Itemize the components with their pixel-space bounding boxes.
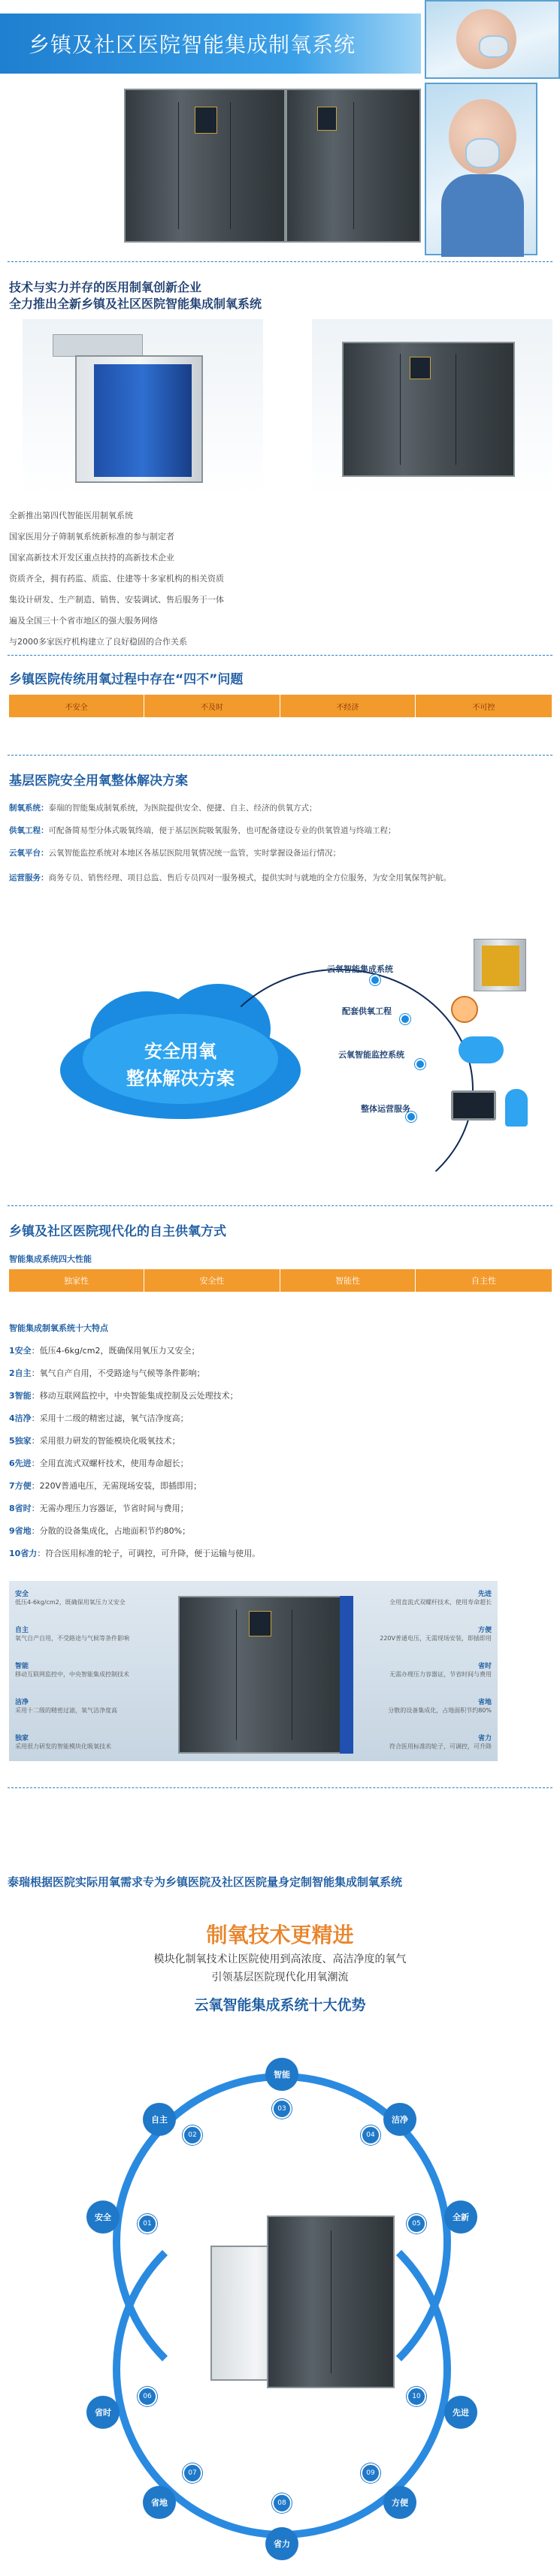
panel-right-item: 先进 全用直流式双螺杆技术，使用寿命超长	[389, 1591, 492, 1606]
node-person-icon	[505, 1089, 528, 1127]
modern-title: 乡镇及社区医院现代化的自主供氧方式	[9, 1224, 226, 1239]
performance-cell: 自主性	[471, 1276, 496, 1286]
ring-item: 洁净	[383, 2103, 416, 2136]
problems-title: 乡镇医院传统用氧过程中存在“四不”问题	[9, 672, 244, 687]
feature-item: 1安全：低压4-6kg/cm2，既确保用氧压力又安全；	[9, 1346, 200, 1356]
feature-item: 10省力：符合医用标准的轮子，可调控，可升降，便于运输与使用。	[9, 1549, 261, 1558]
intro-heading-2: 全力推出全新乡镇及社区医院智能集成制氧系统	[9, 297, 262, 311]
ring-num: 05	[407, 2214, 426, 2234]
divider	[8, 1205, 552, 1206]
advantages-ring	[41, 2028, 522, 2568]
intro-line: 遍及全国三十个省市地区的强大服务网络	[9, 616, 158, 626]
ring-num: 01	[138, 2214, 157, 2234]
side-panel	[317, 107, 337, 131]
intro-line: 全新推出第四代智能医用制氧系统	[9, 511, 133, 520]
ring-item: 方便	[383, 2486, 416, 2519]
problem-cell: 不及时	[144, 695, 280, 717]
node-product-image	[474, 939, 526, 991]
ring-item: 自主	[143, 2103, 176, 2136]
oxygen-system-machine-side	[286, 89, 421, 243]
ten-features-title: 智能集成制氧系统十大特点	[9, 1323, 108, 1333]
feature-panel	[9, 1581, 498, 1761]
performance-cell: 安全性	[144, 1269, 280, 1292]
divider	[8, 755, 552, 756]
ring-item: 省地	[143, 2486, 176, 2519]
cloud-text-2: 整体解决方案	[126, 1068, 235, 1089]
modern-subtitle: 智能集成系统四大性能	[9, 1254, 92, 1264]
problem-cell: 不可控	[472, 703, 495, 712]
ring-item: 安全	[86, 2200, 120, 2234]
panel-left-item: 独家 采用很力研发的智能模块化吸氧技术	[15, 1735, 111, 1750]
performance-bar	[9, 1269, 552, 1292]
patient-photo-child	[425, 83, 537, 255]
ring-num: 10	[407, 2387, 426, 2406]
ring-num: 03	[272, 2099, 292, 2119]
big-sub-1: 模块化制氧技术让医院使用到高浓度、高洁净度的氧气	[153, 1953, 407, 1965]
ring-num: 04	[361, 2125, 380, 2145]
node-cloud-icon	[459, 1036, 504, 1063]
panel-right-item: 省力 符合医用标准的轮子，可调控，可升降	[389, 1735, 492, 1750]
feature-item: 6先进：全用直流式双螺杆技术，使用寿命超长；	[9, 1458, 189, 1468]
node-label: 云氧智能集成系统	[327, 964, 393, 974]
feature-item: 8省时：无需办理压力容器证，节省时间与费用；	[9, 1504, 189, 1513]
feature-item: 5独家：采用很力研发的智能模块化吸氧技术；	[9, 1436, 180, 1446]
problems-bar	[9, 695, 552, 717]
performance-cell: 独家性	[9, 1269, 144, 1292]
ring-num: 08	[272, 2493, 292, 2513]
solution-paragraph: 制氧系统：泰瑞的智能集成制氧系统，为医院提供安全、便捷、自主、经济的供氧方式；	[9, 804, 317, 813]
solution-paragraph: 云氧平台：云氧智能监控系统对本地区各基层医院用氧情况统一监管，实时掌握设备运行情况；	[9, 849, 341, 858]
intro-heading-1: 技术与实力并存的医用制氧创新企业	[9, 280, 202, 294]
panel-left-item: 安全 低压4-6kg/cm2，既确保用氧压力又安全	[15, 1591, 126, 1606]
intro-line: 与2000多家医疗机构建立了良好稳固的合作关系	[9, 637, 187, 647]
panel-right-item: 省地 分散的设备集成化，占地面积节约80%	[388, 1699, 492, 1714]
feature-item: 2自主：氧气自产自用，不受路途与气候等条件影响；	[9, 1368, 205, 1378]
problem-cell: 不安全	[9, 695, 144, 717]
feature-item: 3智能：移动互联网监控中，中央智能集成控制及云处理技术；	[9, 1391, 238, 1401]
solution-paragraph: 供氧工程：可配备简易型分体式吸氧终端，便于基层医院吸氧服务，也可配备建设专业的供氧管道与终端工程；	[9, 826, 396, 835]
panel-right-item: 方便 220V普通电压，无需现场安装，即插即用	[380, 1627, 492, 1642]
feature-item: 7方便：220V普通电压，无需现场安装，即插即用；	[9, 1481, 202, 1491]
panel-left-item: 自主 氧气自产自用，不受路途与气候等条件影响	[15, 1627, 129, 1642]
node-pipe-image	[451, 996, 478, 1023]
node-laptop-icon	[451, 1090, 496, 1121]
ring-item: 先进	[444, 2396, 477, 2429]
product-photo-blue	[23, 319, 263, 496]
custom-title: 泰瑞根据医院实际用氧需求专为乡镇医院及社区医院量身定制智能集成制氧系统	[8, 1875, 403, 1889]
ring-num: 06	[138, 2387, 157, 2406]
solution-title: 基层医院安全用氧整体解决方案	[9, 774, 188, 789]
panel-left-item: 智能 移动互联网监控中，中央智能集成控制技术	[15, 1663, 129, 1678]
banner-title: 乡镇及社区医院智能集成制氧系统	[29, 32, 356, 57]
ring-item: 省力	[265, 2527, 298, 2560]
panel-right-item: 省时 无需办理压力容器证，节省时间与费用	[389, 1663, 492, 1678]
big-sub-2: 引领基层医院现代化用氧潮流	[211, 1971, 349, 1983]
intro-line: 国家高新技术开发区重点扶持的高新技术企业	[9, 553, 174, 563]
performance-cell: 智能性	[280, 1269, 416, 1292]
intro-line: 资质齐全，拥有药监、质监、住建等十多家机构的相关资质	[9, 574, 224, 584]
product-photo-grey	[312, 319, 552, 496]
ring-num: 07	[183, 2463, 202, 2483]
intro-line: 集设计研发、生产制造、销售、安装调试、售后服务于一体	[9, 595, 224, 605]
divider	[8, 261, 552, 262]
feature-item: 4洁净：采用十二级的精密过滤，氧气洁净度高；	[9, 1413, 189, 1423]
ring-num: 02	[183, 2125, 202, 2145]
problem-cell: 不经济	[280, 695, 416, 717]
ring-item: 全新	[444, 2200, 477, 2234]
ring-item: 智能	[265, 2058, 298, 2091]
feature-item: 9省地：分散的设备集成化，占地面积节约80%；	[9, 1526, 191, 1536]
panel-left-item: 洁净 采用十二级的精密过滤，氧气洁净度高	[15, 1699, 117, 1714]
control-panel	[195, 107, 217, 134]
oxygen-system-machine	[124, 89, 286, 243]
ring-item: 省时	[86, 2396, 120, 2429]
ring-num: 09	[361, 2463, 380, 2483]
node-label: 云氧智能监控系统	[338, 1050, 404, 1060]
node-label: 整体运营服务	[361, 1104, 410, 1114]
patient-photo-woman	[425, 0, 560, 79]
divider	[8, 1787, 552, 1788]
advantages-title: 云氧智能集成系统十大优势	[194, 1997, 366, 2013]
solution-paragraph: 运营服务：商务专员、销售经理、项目总监、售后专员四对一服务模式，提供实时与就地的全方位服务，为安全用氧保驾护航。	[9, 873, 451, 882]
divider	[8, 655, 552, 656]
intro-line: 国家医用分子筛制氧系统新标准的参与制定者	[9, 532, 174, 541]
node-label: 配套供氧工程	[342, 1006, 392, 1016]
big-title: 制氧技术更精进	[206, 1923, 354, 1947]
solution-diagram	[30, 924, 549, 1194]
banner	[0, 0, 560, 263]
cloud-text-1: 安全用氧	[144, 1041, 216, 1062]
